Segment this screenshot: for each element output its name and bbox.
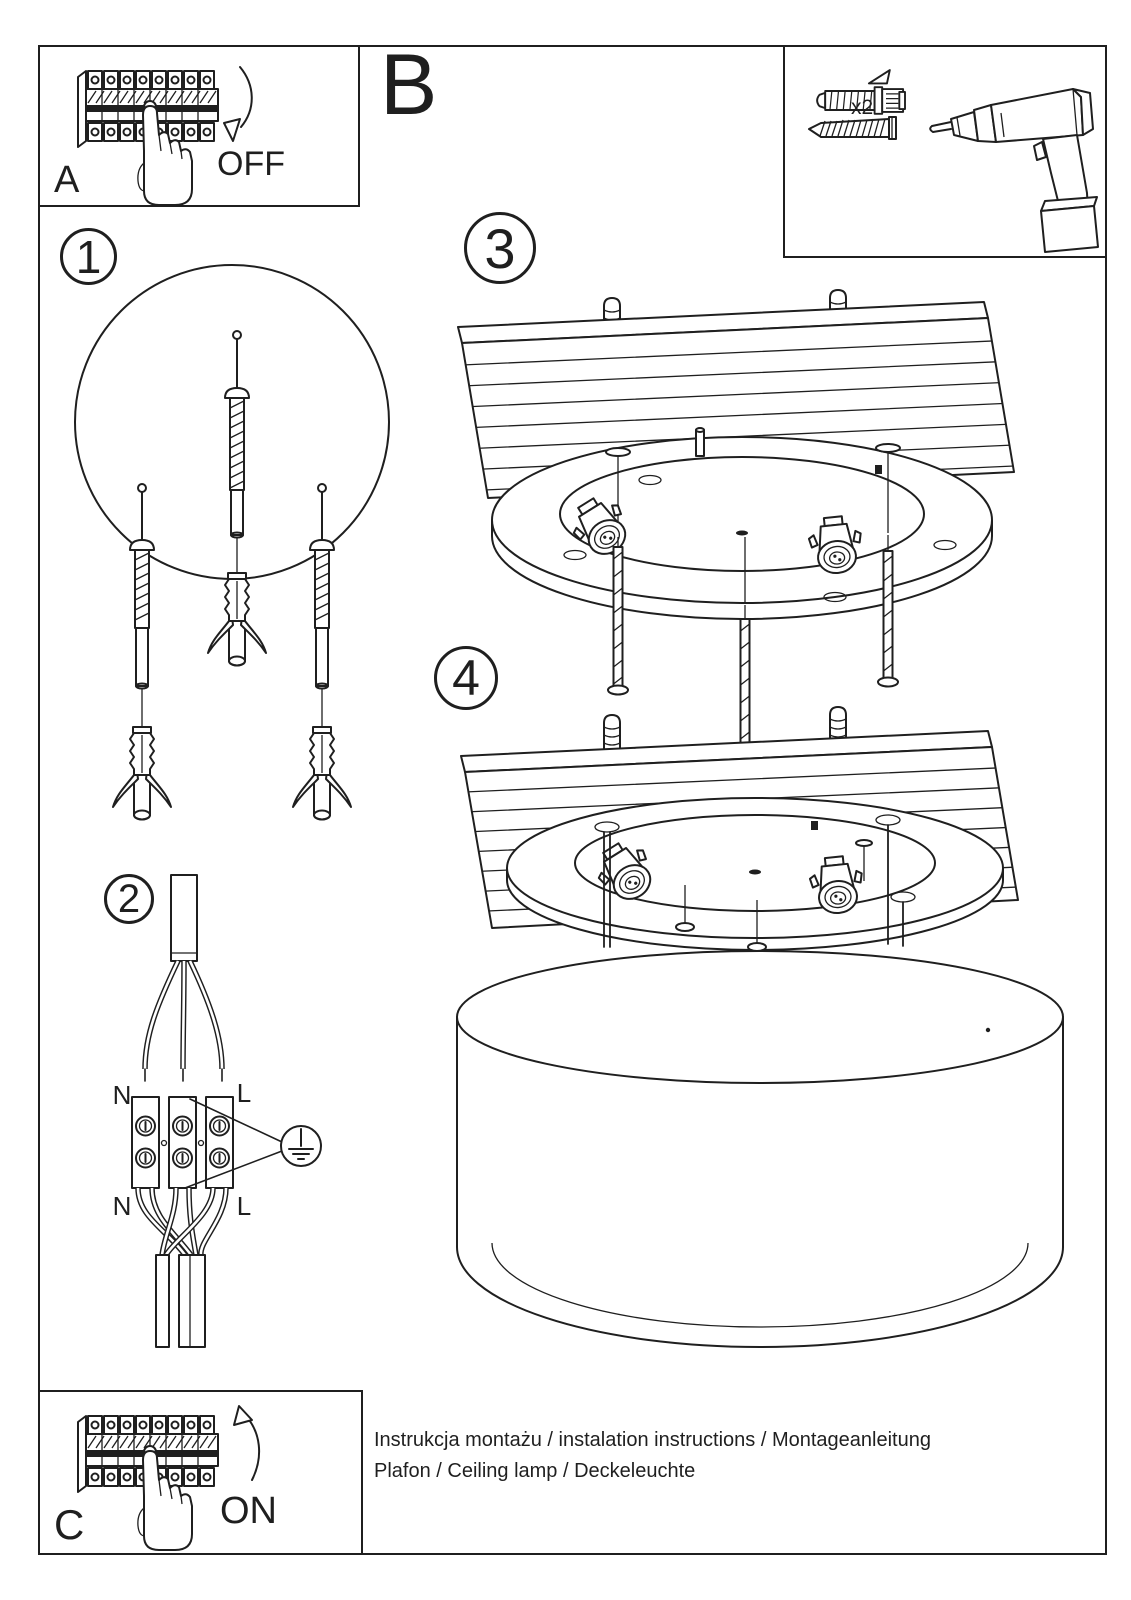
footer-product-line: Plafon / Ceiling lamp / Deckeleuchte: [374, 1460, 696, 1482]
terminal-block: [132, 1097, 233, 1188]
circuit-breaker-off-illustration: [40, 47, 362, 209]
lamp-shade: [457, 951, 1063, 1347]
footer-title-line: Instrukcja montażu / instalation instructions / Montageanleitung: [374, 1429, 931, 1451]
circuit-breaker-on-illustration: [40, 1392, 362, 1554]
mains-cable: [145, 875, 222, 1081]
section-b-label: B: [380, 37, 438, 133]
drill-icon: [930, 89, 1098, 252]
quantity-label: x2: [851, 96, 874, 119]
step-1-diagram: [40, 240, 430, 850]
parts-illustration: [785, 47, 1107, 258]
off-label: OFF: [217, 145, 285, 183]
on-label: ON: [220, 1490, 277, 1532]
arrow-down-icon: [224, 67, 252, 141]
step-2-diagram: [95, 855, 355, 1365]
box-c-power-on: [38, 1390, 363, 1555]
ground-symbol-icon: [281, 1126, 321, 1166]
box-parts-tools: [783, 45, 1107, 258]
step-1-number: 1: [75, 230, 102, 283]
step-4-number: 4: [452, 650, 480, 706]
box-a-letter: A: [54, 159, 80, 201]
box-a-power-off: [38, 45, 360, 207]
step-3-number: 3: [484, 216, 516, 280]
step-4-diagram: [430, 695, 1110, 1355]
step-2-number: 2: [117, 876, 141, 921]
wire-l-top-label: L: [236, 1078, 252, 1108]
lamp-wires: [138, 1188, 226, 1347]
mounting-plate: [507, 798, 1003, 951]
wire-l-bottom-label: L: [236, 1191, 252, 1221]
step-3-badge: [464, 212, 536, 284]
arrow-up-icon: [234, 1406, 259, 1480]
box-c-letter: C: [54, 1501, 85, 1548]
wire-n-bottom-label: N: [112, 1191, 132, 1221]
screw-icon: [809, 117, 896, 139]
wire-n-top-label: N: [112, 1080, 132, 1110]
screw-anchor-assembly: [208, 331, 266, 666]
